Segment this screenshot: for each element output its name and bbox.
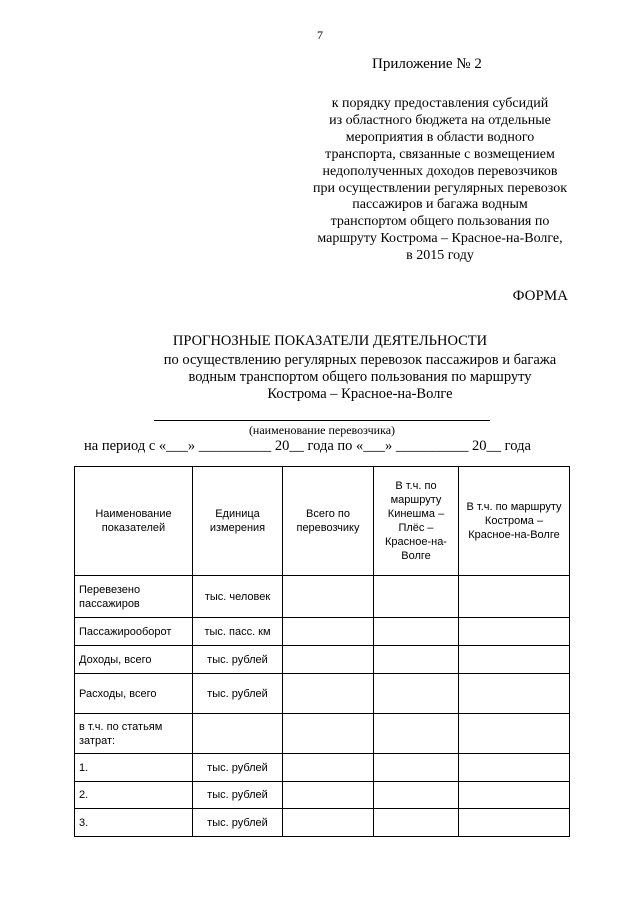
cell-route-kineshma	[374, 714, 459, 754]
row-name: в т.ч. по статьям затрат:	[75, 714, 193, 754]
row-name: Перевезено пассажиров	[75, 576, 193, 618]
row-unit	[193, 714, 283, 754]
header-route-kineshma: В т.ч. по маршруту Кинешма – Плёс – Красное-на-Волге	[374, 467, 459, 576]
cell-route-kineshma	[374, 754, 459, 782]
table-row	[75, 618, 570, 646]
cell-route-kostroma	[459, 714, 570, 754]
appendix-line: из областного бюджета на отдельные	[329, 112, 551, 128]
period-line: на период с «___» __________ 20__ года по «___» __________ 20__ года	[84, 438, 531, 454]
table-row	[75, 674, 570, 714]
cell-route-kostroma	[459, 618, 570, 646]
cell-route-kostroma	[459, 576, 570, 618]
cell-route-kostroma	[459, 674, 570, 714]
header-total: Всего по перевозчику	[283, 467, 374, 576]
cell-total	[283, 809, 374, 837]
header-unit: Единица измерения	[193, 467, 283, 576]
header-indicator-name: Наименование показателей	[75, 467, 193, 576]
cell-route-kineshma	[374, 809, 459, 837]
cell-route-kineshma	[374, 646, 459, 674]
cell-total	[283, 618, 374, 646]
row-unit: тыс. рублей	[193, 646, 283, 674]
cell-route-kostroma	[459, 754, 570, 782]
table-row	[75, 782, 570, 809]
subtitle-line: по осуществлению регулярных перевозок пассажиров и багажа	[163, 352, 557, 368]
row-name: 2.	[75, 782, 193, 809]
appendix-line: недополученных доходов перевозчиков	[322, 163, 558, 179]
cell-route-kostroma	[459, 809, 570, 837]
row-name: 1.	[75, 754, 193, 782]
row-unit: тыс. пасс. км	[193, 618, 283, 646]
row-unit: тыс. рублей	[193, 674, 283, 714]
appendix-line: при осуществлении регулярных перевозок	[313, 180, 567, 196]
indicators-table	[74, 466, 570, 837]
row-name: Расходы, всего	[75, 674, 193, 714]
row-name: Доходы, всего	[75, 646, 193, 674]
row-unit: тыс. рублей	[193, 782, 283, 809]
cell-total	[283, 754, 374, 782]
appendix-line: маршруту Кострома – Красное-на-Волге,	[317, 231, 563, 247]
document-subtitle	[100, 352, 620, 403]
row-unit: тыс. человек	[193, 576, 283, 618]
cell-route-kineshma	[374, 576, 459, 618]
table-row	[75, 714, 570, 754]
row-name: 3.	[75, 809, 193, 837]
cell-route-kineshma	[374, 782, 459, 809]
appendix-title: Приложение № 2	[372, 56, 482, 72]
form-label: ФОРМА	[512, 288, 568, 304]
cell-total	[283, 714, 374, 754]
table-row	[75, 809, 570, 837]
subtitle-line: Кострома – Красное-на-Волге	[267, 386, 453, 402]
carrier-caption: (наименование перевозчика)	[248, 423, 396, 437]
cell-total	[283, 576, 374, 618]
table-row	[75, 646, 570, 674]
row-unit: тыс. рублей	[193, 809, 283, 837]
appendix-line: в 2015 году	[406, 248, 474, 264]
table-row	[75, 754, 570, 782]
cell-route-kostroma	[459, 646, 570, 674]
cell-route-kostroma	[459, 782, 570, 809]
document-title: ПРОГНОЗНЫЕ ПОКАЗАТЕЛИ ДЕЯТЕЛЬНОСТИ	[172, 333, 488, 349]
appendix-line: транспорта, связанные с возмещением	[325, 146, 555, 162]
table-row	[75, 576, 570, 618]
table-header-row	[75, 467, 570, 576]
carrier-name-blank	[154, 420, 490, 421]
row-unit: тыс. рублей	[193, 754, 283, 782]
cell-route-kineshma	[374, 618, 459, 646]
cell-total	[283, 646, 374, 674]
appendix-line: транспортом общего пользования по	[330, 214, 550, 230]
page-number: 7	[317, 28, 323, 42]
appendix-line: мероприятия в области водного	[345, 129, 535, 145]
appendix-line: пассажиров и багажа водным	[352, 197, 528, 213]
cell-total	[283, 782, 374, 809]
appendix-line: к порядку предоставления субсидий	[331, 96, 549, 111]
cell-route-kineshma	[374, 674, 459, 714]
cell-total	[283, 674, 374, 714]
appendix-text	[280, 96, 600, 265]
header-route-kostroma: В т.ч. по маршруту Кострома – Красное-на-Волге	[459, 467, 570, 576]
row-name: Пассажирооборот	[75, 618, 193, 646]
subtitle-line: водным транспортом общего пользования по маршруту	[188, 369, 532, 385]
